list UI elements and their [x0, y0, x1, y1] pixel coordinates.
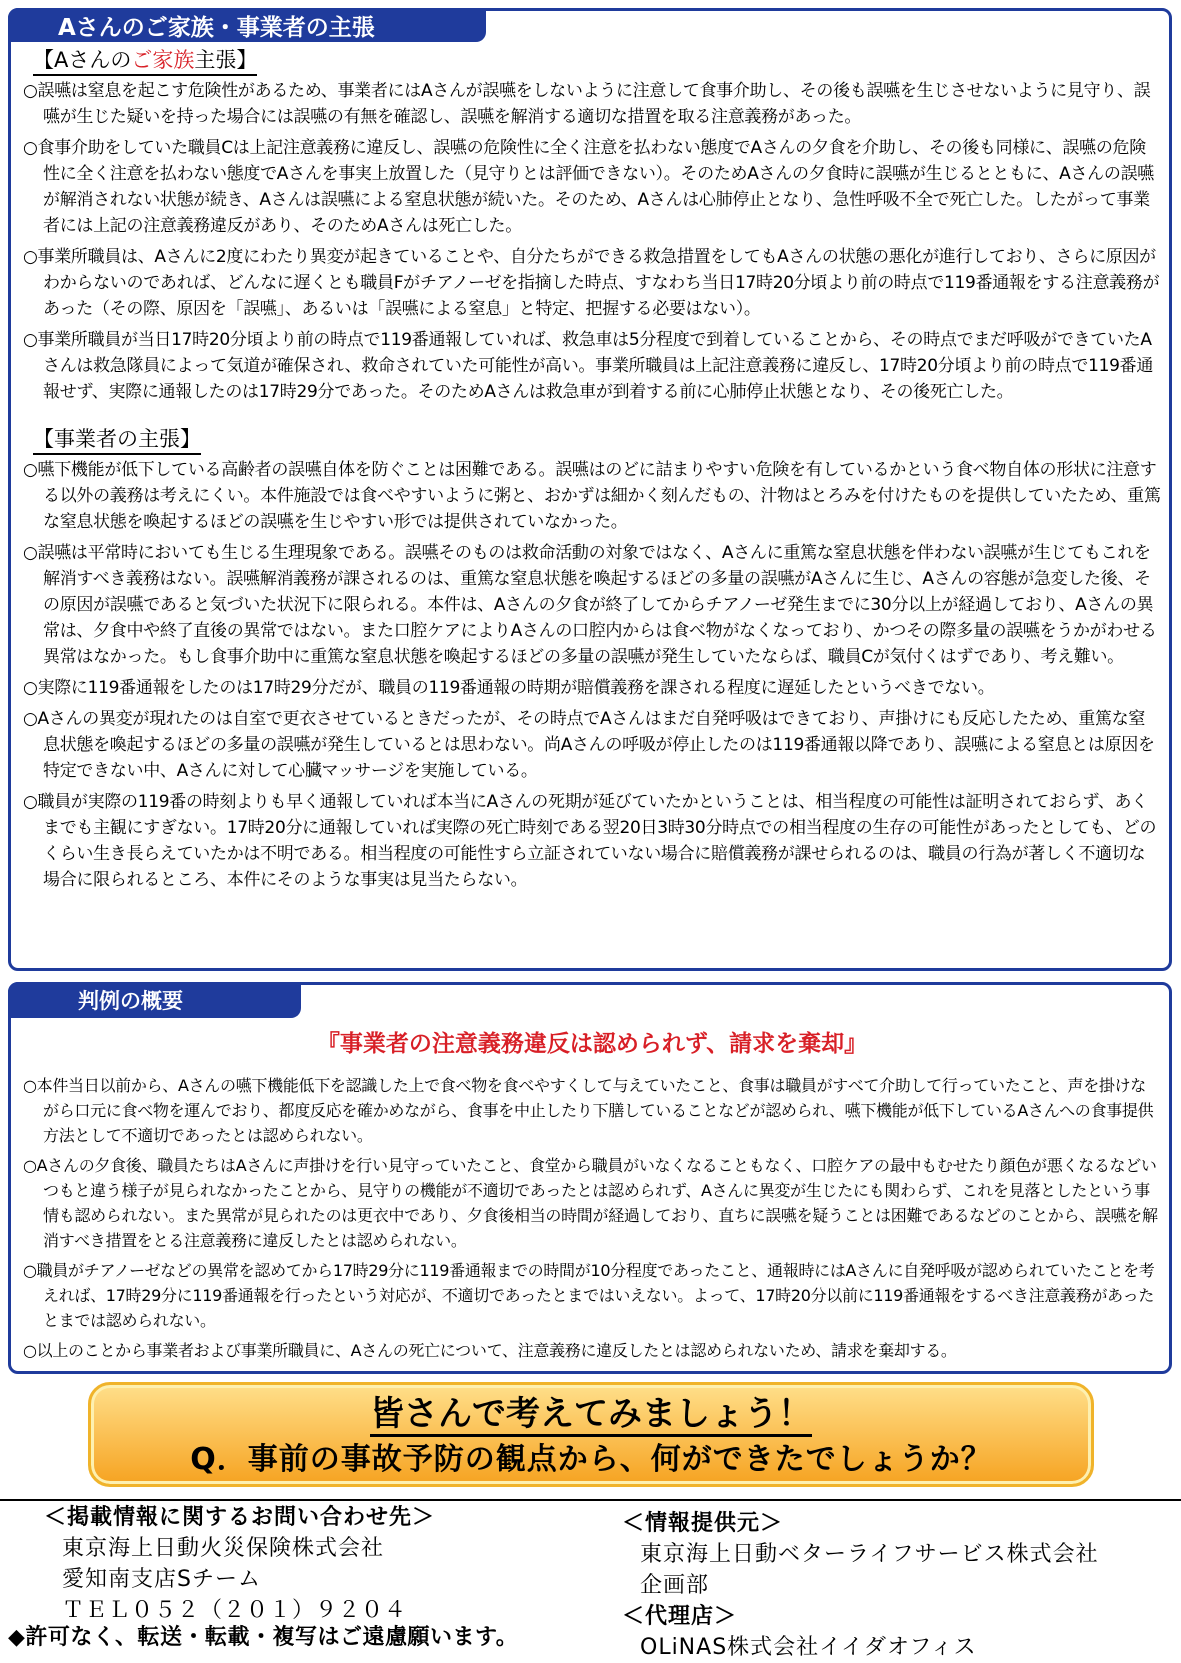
family-claim-paragraph: ○事業所職員は、Aさんに2度にわたり異変が起きていることや、自分たちができる救急措置をしてもAさんの状態の悪化が進行しており、さらに原因がわからないのであれば、どんなに遅くとも職員Fがチアノーゼを指摘した時点、すなわち当日17時20分頃より前の時点で119番通報をする注意義務があった（その際、原因を「誤嚥」、あるいは「誤嚥による窒息」と特定、把握する必要はない）。: [23, 247, 1160, 319]
contact-info: [44, 1502, 435, 1626]
judgment-conclusion: 『事業者の注意義務違反は認められず、請求を棄却』: [316, 1031, 868, 1057]
provider-info: [622, 1508, 1099, 1663]
family-claim-paragraph: ○事業所職員が当日17時20分頃より前の時点で119番通報していれば、救急車は5分程度で到着していることから、その時点でまだ呼吸ができていたAさんは救急隊員によって気道が確保され、救命されていた可能性が高い。事業所職員は上記注意義務に違反し、17時20分頃より前の時点で119番通報せず、実際に通報したのは17時29分であった。そのためAさんは救急車が到着する前に心肺停止状態となり、その後死亡した。: [23, 330, 1154, 402]
contact-company: 東京海上日動火災保険株式会社: [62, 1536, 385, 1561]
agency-name: OLiNAS株式会社イイダオフィス: [640, 1635, 977, 1660]
contact-heading: ＜掲載情報に関するお問い合わせ先＞: [44, 1505, 436, 1530]
operator-claim-paragraph: ○実際に119番通報をしたのは17時29分だが、職員の119番通報の時期が賠償義務を課される程度に遅延したというべきでない。: [23, 678, 995, 698]
copy-notice: ◆許可なく、転送・転載・複写はご遠慮願います。: [8, 1625, 519, 1650]
claims-section-title: Aさんのご家族・事業者の主張: [8, 8, 486, 42]
judgment-section-title: 判例の概要: [8, 982, 301, 1018]
judgment-paragraph: ○本件当日以前から、Aさんの嚥下機能低下を認識した上で食べ物を食べやすくして与えていたこと、食事は職員がすべて介助して行っていたこと、声を掛けながら口元に食べ物を運んでおり、都度反応を確かめながら、食事を中止したり下膳していることなどが認められ、嚥下機能が低下しているAさんへの食事提供方法として不適切であったとは認められない。: [23, 1076, 1154, 1145]
operator-claim-paragraph: ○嚥下機能が低下している高齢者の誤嚥自体を防ぐことは困難である。誤嚥はのどに詰まりやすい危険を有しているかという食べ物自体の形状に注意する以外の義務は考えにくい。本件施設では食べやすいように粥と、おかずは細かく刻んだもの、汁物はとろみを付けたものを提供していたため、重篤な窒息状態を喚起するほどの誤嚥を生じやすい形では提供されていなかった。: [23, 460, 1161, 532]
provider-dept: 企画部: [640, 1573, 710, 1598]
provider-company: 東京海上日動ベターライフサービス株式会社: [640, 1542, 1099, 1567]
judgment-content: [23, 1025, 1161, 1368]
footer-divider: [0, 1499, 1181, 1501]
contact-branch: 愛知南支店Sチーム: [62, 1567, 261, 1592]
discussion-title: 皆さんで考えてみましょう！: [91, 1391, 1091, 1437]
family-claim-paragraph: ○食事介助をしていた職員Cは上記注意義務に違反し、誤嚥の危険性に全く注意を払わない態度でAさんの夕食を介助し、その後も同様に、誤嚥の危険性に全く注意を払わない態度でAさんを事実上放置した（見守りとは評価できない）。そのためAさんの夕食時に誤嚥が生じるとともに、Aさんの誤嚥が解消されない状態が続き、Aさんは誤嚥による窒息状態が続いた。そのため、Aさんは心肺停止となり、急性呼吸不全で死亡した。したがって事業者には上記の注意義務違反があり、そのためAさんは死亡した。: [23, 138, 1154, 236]
claims-section: [8, 8, 1172, 971]
discussion-question: Q．事前の事故予防の観点から、何ができたでしょうか？: [190, 1442, 992, 1477]
judgment-paragraph: ○職員がチアノーゼなどの異常を認めてから17時29分に119番通報までの時間が10分程度であったこと、通報時にはAさんに自発呼吸が認められていたことを考えれば、17時29分に119番通報を行ったという対応が、不適切であったとまではいえない。よって、17時20分以前に119番通報をするべき注意義務があったとまでは認められない。: [23, 1261, 1155, 1330]
operator-claim-paragraph: ○誤嚥は平常時においても生じる生理現象である。誤嚥そのものは救命活動の対象ではなく、Aさんに重篤な窒息状態を伴わない誤嚥が生じてもこれを解消すべき義務はない。誤嚥解消義務が課されるのは、重篤な窒息状態を喚起するほどの多量の誤嚥がAさんに生じ、Aさんの容態が急変した後、その原因が誤嚥であると気づいた状況下に限られる。本件は、Aさんの夕食が終了してからチアノーゼ発生までに30分以上が経過しており、Aさんの異常は、夕食中や終了直後の異常ではない。また口腔ケアによりAさんの口腔内からは食べ物がなくなっており、かつその際多量の誤嚥をうかがわせる異常はなかった。もし食事介助中に重篤な窒息状態を喚起するほどの多量の誤嚥が発生していたならば、職員Cが気付くはずであり、考え難い。: [23, 543, 1157, 667]
judgment-section: [8, 982, 1172, 1374]
operator-claim-heading: 【事業者の主張】: [33, 426, 201, 455]
discussion-box: [88, 1382, 1094, 1487]
family-claim-heading: 【Aさんのご家族主張】: [33, 47, 257, 76]
judgment-paragraph: ○以上のことから事業者および事業所職員に、Aさんの死亡について、注意義務に違反したとは認められないため、請求を棄却する。: [23, 1341, 957, 1360]
judgment-paragraph: ○Aさんの夕食後、職員たちはAさんに声掛けを行い見守っていたこと、食堂から職員がいなくなることもなく、口腔ケアの最中もむせたり顔色が悪くなるなどいつもと違う様子が見られなかったことから、見守りの機能が不適切であったとは認められず、Aさんに異変が生じたにも関わらず、これを見落としたという事情も認められない。また異常が見られたのは更衣中であり、夕食後相当の時間が経過しており、直ちに誤嚥を疑うことは困難であるなどのことから、誤嚥を解消すべき措置をとる注意義務に違反したとは認められない。: [23, 1156, 1158, 1250]
claims-content: [23, 45, 1161, 898]
provider-heading: ＜情報提供元＞: [622, 1511, 784, 1536]
operator-claim-paragraph: ○Aさんの異変が現れたのは自室で更衣させているときだったが、その時点でAさんはまだ自発呼吸はできており、声掛けにも反応したため、重篤な窒息状態を喚起するほどの多量の誤嚥が発生しているとは思わない。尚Aさんの呼吸が停止したのは119番通報以降であり、誤嚥による窒息とは原因を特定できない中、Aさんに対して心臓マッサージを実施している。: [23, 709, 1155, 781]
contact-tel: ＴＥＬ０５２（２０１）９２０４: [62, 1598, 408, 1623]
agency-heading: ＜代理店＞: [622, 1604, 738, 1629]
operator-claim-paragraph: ○職員が実際の119番の時刻よりも早く通報していれば本当にAさんの死期が延びていたかということは、相当程度の可能性は証明されておらず、あくまでも主観にすぎない。17時20分に通報していれば実際の死亡時刻である翌20日3時30分時点での相当程度の生存の可能性があったとしても、どのくらい生き長らえていたかは不明である。相当程度の可能性すら立証されていない場合に賠償義務が課せられるのは、職員の行為が著しく不適切な場合に限られるところ、本件にそのような事実は見当たらない。: [23, 792, 1157, 890]
family-claim-paragraph: ○誤嚥は窒息を起こす危険性があるため、事業者にはAさんが誤嚥をしないように注意して食事介助し、その後も誤嚥を生じさせないように見守り、誤嚥が生じた疑いを持った場合には誤嚥の有無を確認し、誤嚥を解消する適切な措置を取る注意義務があった。: [23, 81, 1151, 127]
